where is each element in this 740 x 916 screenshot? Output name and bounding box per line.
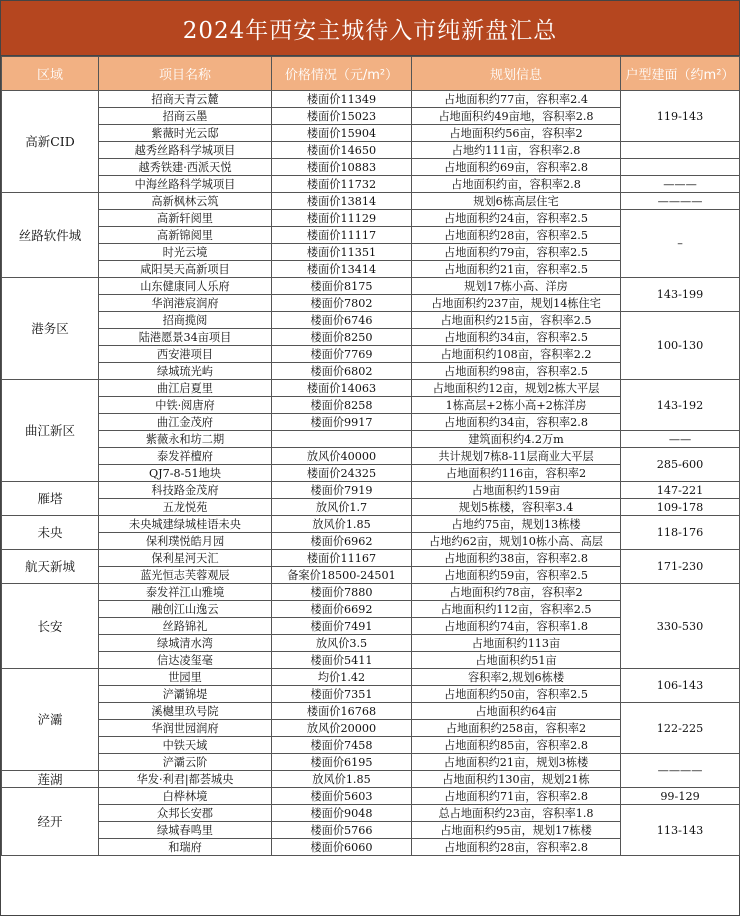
price-cell: 楼面价9917 <box>272 414 412 431</box>
project-name-cell: 蓝光恒志芙蓉观辰 <box>99 567 272 584</box>
table-row <box>2 788 740 805</box>
price-cell: 楼面价5411 <box>272 652 412 669</box>
unit-size-cell: 119-143 <box>621 91 740 142</box>
price-cell: 楼面价5603 <box>272 788 412 805</box>
price-cell: 楼面价6692 <box>272 601 412 618</box>
plan-info-cell: 占地面积约28亩，容积率2.8 <box>412 839 621 856</box>
table-row <box>2 91 740 108</box>
price-cell: 楼面价15023 <box>272 108 412 125</box>
table-row <box>2 278 740 295</box>
project-name-cell: 华发·利君|都荟城央 <box>99 771 272 788</box>
table-row <box>2 142 740 159</box>
plan-info-cell: 占地面积约258亩，容积率2 <box>412 720 621 737</box>
project-name-cell: 高新锦阅里 <box>99 227 272 244</box>
table-row <box>2 550 740 567</box>
price-cell: 楼面价6962 <box>272 533 412 550</box>
project-name-cell: QJ7-8-51地块 <box>99 465 272 482</box>
price-cell: 放风价1.7 <box>272 499 412 516</box>
price-cell: 楼面价10883 <box>272 159 412 176</box>
region-cell: 曲江新区 <box>2 380 99 482</box>
project-name-cell: 众邦长安郡 <box>99 805 272 822</box>
plan-info-cell: 占地面积约12亩，规划2栋大平层 <box>412 380 621 397</box>
plan-info-cell: 占地面积约24亩，容积率2.5 <box>412 210 621 227</box>
price-cell: 楼面价13414 <box>272 261 412 278</box>
project-name-cell: 紫薇时光云邸 <box>99 125 272 142</box>
price-cell: 楼面价7491 <box>272 618 412 635</box>
unit-size-cell: 143-199 <box>621 278 740 312</box>
unit-size-cell: ——— <box>621 176 740 193</box>
project-name-cell: 紫薇永和坊二期 <box>99 431 272 448</box>
project-name-cell: 融创江山逸云 <box>99 601 272 618</box>
project-name-cell: 未央城建绿城桂语未央 <box>99 516 272 533</box>
price-cell: 放风价40000 <box>272 448 412 465</box>
sheet-title: 2024年西安主城待入市纯新盘汇总 <box>1 1 739 56</box>
table-row <box>2 805 740 822</box>
table-row <box>2 176 740 193</box>
plan-info-cell: 占地面积约98亩，容积率2.5 <box>412 363 621 380</box>
plan-info-cell: 占地面积约21亩，规划3栋楼 <box>412 754 621 771</box>
price-cell: 楼面价6195 <box>272 754 412 771</box>
plan-info-cell: 总占地面积约23亩，容积率1.8 <box>412 805 621 822</box>
region-cell: 长安 <box>2 584 99 669</box>
project-name-cell: 保利星河天汇 <box>99 550 272 567</box>
project-name-cell: 泰发祥江山雅境 <box>99 584 272 601</box>
project-name-cell: 丝路锦礼 <box>99 618 272 635</box>
price-cell: 楼面价7802 <box>272 295 412 312</box>
header-project: 项目名称 <box>99 57 272 91</box>
plan-info-cell: 占地约75亩，规划13栋楼 <box>412 516 621 533</box>
unit-size-cell: 143-192 <box>621 380 740 431</box>
project-table <box>1 56 740 856</box>
header-unit-size: 户型建面（约m²） <box>621 57 740 91</box>
plan-info-cell: 占地面积约59亩，容积率2.5 <box>412 567 621 584</box>
project-name-cell: 保利璞悦皓月园 <box>99 533 272 550</box>
project-name-cell: 绿城琉光屿 <box>99 363 272 380</box>
price-cell: 楼面价8258 <box>272 397 412 414</box>
price-cell: 楼面价6746 <box>272 312 412 329</box>
plan-info-cell: 占地面积约51亩 <box>412 652 621 669</box>
unit-size-cell <box>621 142 740 159</box>
region-cell: 未央 <box>2 516 99 550</box>
region-cell: 港务区 <box>2 278 99 380</box>
project-name-cell: 绿城清水湾 <box>99 635 272 652</box>
project-name-cell: 高新枫林云筑 <box>99 193 272 210</box>
unit-size-cell: 113-143 <box>621 805 740 856</box>
unit-size-cell: 330-530 <box>621 584 740 669</box>
plan-info-cell: 占地面积约77亩，容积率2.4 <box>412 91 621 108</box>
table-row <box>2 210 740 227</box>
plan-info-cell: 占地面积约71亩，容积率2.8 <box>412 788 621 805</box>
table-row <box>2 380 740 397</box>
price-cell: 楼面价6802 <box>272 363 412 380</box>
table-row <box>2 754 740 771</box>
table-row <box>2 312 740 329</box>
table-row <box>2 193 740 210</box>
project-name-cell: 咸阳昊天高新项目 <box>99 261 272 278</box>
table-row <box>2 516 740 533</box>
price-cell: 放风价1.85 <box>272 771 412 788</box>
plan-info-cell: 占地面积约112亩，容积率2.5 <box>412 601 621 618</box>
table-row <box>2 669 740 686</box>
project-name-cell: 世园里 <box>99 669 272 686</box>
project-name-cell: 招商天青云麓 <box>99 91 272 108</box>
price-cell: 楼面价15904 <box>272 125 412 142</box>
project-name-cell: 和瑞府 <box>99 839 272 856</box>
plan-info-cell: 占地面积约28亩，容积率2.5 <box>412 227 621 244</box>
project-name-cell: 白桦林境 <box>99 788 272 805</box>
project-name-cell: 招商云墨 <box>99 108 272 125</box>
unit-size-cell: 109-178 <box>621 499 740 516</box>
price-cell: 放风价1.85 <box>272 516 412 533</box>
plan-info-cell: 规划5栋楼，容积率3.4 <box>412 499 621 516</box>
project-name-cell: 曲江启夏里 <box>99 380 272 397</box>
plan-info-cell: 占地面积约95亩，规划17栋楼 <box>412 822 621 839</box>
unit-size-cell: ———— <box>621 754 740 788</box>
plan-info-cell: 占地面积约130亩，规划21栋 <box>412 771 621 788</box>
price-cell: 楼面价7919 <box>272 482 412 499</box>
project-name-cell: 华润港宸润府 <box>99 295 272 312</box>
price-cell: 楼面价11351 <box>272 244 412 261</box>
plan-info-cell: 占地面积约116亩，容积率2 <box>412 465 621 482</box>
plan-info-cell: 占地约111亩，容积率2.8 <box>412 142 621 159</box>
price-cell: 备案价18500-24501 <box>272 567 412 584</box>
table-row <box>2 482 740 499</box>
plan-info-cell: 规划17栋小高、洋房 <box>412 278 621 295</box>
project-name-cell: 山东健康同人乐府 <box>99 278 272 295</box>
price-cell: 楼面价11349 <box>272 91 412 108</box>
project-name-cell: 浐灞云阶 <box>99 754 272 771</box>
region-cell: 莲湖 <box>2 771 99 788</box>
price-cell: 楼面价6060 <box>272 839 412 856</box>
plan-info-cell: 占地面积约159亩 <box>412 482 621 499</box>
region-cell: 浐灞 <box>2 669 99 771</box>
plan-info-cell: 占地约62亩，规划10栋小高、高层 <box>412 533 621 550</box>
plan-info-cell: 占地面积约108亩，容积率2.2 <box>412 346 621 363</box>
project-name-cell: 高新轩阅里 <box>99 210 272 227</box>
header-plan: 规划信息 <box>412 57 621 91</box>
unit-size-cell: 171-230 <box>621 550 740 584</box>
plan-info-cell: 占地面积约113亩 <box>412 635 621 652</box>
price-cell: 楼面价7458 <box>272 737 412 754</box>
project-name-cell: 时光云境 <box>99 244 272 261</box>
project-name-cell: 西安港项目 <box>99 346 272 363</box>
unit-size-cell: ———— <box>621 193 740 210</box>
price-cell: 楼面价7880 <box>272 584 412 601</box>
project-name-cell: 中铁天域 <box>99 737 272 754</box>
plan-info-cell: 占地面积约38亩，容积率2.8 <box>412 550 621 567</box>
region-cell: 雁塔 <box>2 482 99 516</box>
project-name-cell: 华润世园润府 <box>99 720 272 737</box>
plan-info-cell: 占地面积约69亩，容积率2.8 <box>412 159 621 176</box>
price-cell: 楼面价11167 <box>272 550 412 567</box>
plan-info-cell: 占地面积约64亩 <box>412 703 621 720</box>
plan-info-cell: 1栋高层+2栋小高+2栋洋房 <box>412 397 621 414</box>
price-cell: 楼面价7351 <box>272 686 412 703</box>
unit-size-cell: 285-600 <box>621 448 740 482</box>
plan-info-cell: 规划6栋高层住宅 <box>412 193 621 210</box>
price-cell: 楼面价9048 <box>272 805 412 822</box>
plan-info-cell: 占地面积约56亩，容积率2 <box>412 125 621 142</box>
plan-info-cell: 占地面积约34亩，容积率2.8 <box>412 414 621 431</box>
plan-info-cell: 占地面积约50亩，容积率2.5 <box>412 686 621 703</box>
plan-info-cell: 占地面积约79亩，容积率2.5 <box>412 244 621 261</box>
project-name-cell: 陆港愿景34亩项目 <box>99 329 272 346</box>
plan-info-cell: 建筑面积约4.2万m <box>412 431 621 448</box>
plan-info-cell: 占地面积约78亩，容积率2 <box>412 584 621 601</box>
price-cell: 楼面价5766 <box>272 822 412 839</box>
price-cell: 放风价3.5 <box>272 635 412 652</box>
region-cell: 丝路软件城 <box>2 193 99 278</box>
unit-size-cell: 147-221 <box>621 482 740 499</box>
plan-info-cell: 占地面积约215亩，容积率2.5 <box>412 312 621 329</box>
unit-size-cell: 100-130 <box>621 312 740 380</box>
price-cell: 均价1.42 <box>272 669 412 686</box>
plan-info-cell: 占地面积约49亩地，容积率2.8 <box>412 108 621 125</box>
project-name-cell: 中海丝路科学城项目 <box>99 176 272 193</box>
price-cell: 楼面价11117 <box>272 227 412 244</box>
unit-size-cell: 122-225 <box>621 703 740 754</box>
price-cell: 放风价20000 <box>272 720 412 737</box>
region-cell: 航天新城 <box>2 550 99 584</box>
unit-size-cell: —— <box>621 431 740 448</box>
plan-info-cell: 共计规划7栋8-11层商业大平层 <box>412 448 621 465</box>
plan-info-cell: 占地面积约85亩，容积率2.8 <box>412 737 621 754</box>
project-name-cell: 招商揽阅 <box>99 312 272 329</box>
project-name-cell: 信达凌玺毫 <box>99 652 272 669</box>
price-cell: 楼面价8250 <box>272 329 412 346</box>
table-row <box>2 431 740 448</box>
project-name-cell: 五龙悦苑 <box>99 499 272 516</box>
project-name-cell: 曲江金茂府 <box>99 414 272 431</box>
table-row <box>2 448 740 465</box>
header-row <box>2 57 740 91</box>
price-cell: 楼面价11129 <box>272 210 412 227</box>
table-row <box>2 584 740 601</box>
region-cell: 高新CID <box>2 91 99 193</box>
plan-info-cell: 占地面积约237亩，规划14栋住宅 <box>412 295 621 312</box>
header-price: 价格情况（元/m²） <box>272 57 412 91</box>
plan-info-cell: 占地面积约74亩，容积率1.8 <box>412 618 621 635</box>
table-body <box>2 91 740 856</box>
table-row <box>2 159 740 176</box>
table-row <box>2 703 740 720</box>
plan-info-cell: 占地面积约34亩，容积率2.5 <box>412 329 621 346</box>
price-cell: 楼面价13814 <box>272 193 412 210</box>
price-cell: 楼面价16768 <box>272 703 412 720</box>
table-row <box>2 499 740 516</box>
project-name-cell: 中铁·阅唐府 <box>99 397 272 414</box>
price-cell: 楼面价11732 <box>272 176 412 193</box>
plan-info-cell: 占地面积约亩，容积率2.8 <box>412 176 621 193</box>
unit-size-cell: 99-129 <box>621 788 740 805</box>
price-cell <box>272 431 412 448</box>
price-cell: 楼面价24325 <box>272 465 412 482</box>
region-cell: 经开 <box>2 788 99 856</box>
plan-info-cell: 占地面积约21亩，容积率2.5 <box>412 261 621 278</box>
price-cell: 楼面价14650 <box>272 142 412 159</box>
plan-info-cell: 容积率2,规划6栋楼 <box>412 669 621 686</box>
unit-size-cell: 118-176 <box>621 516 740 550</box>
unit-size-cell: – <box>621 210 740 278</box>
project-name-cell: 越秀铁建·西派天悦 <box>99 159 272 176</box>
project-name-cell: 浐灞锦堤 <box>99 686 272 703</box>
header-region: 区域 <box>2 57 99 91</box>
unit-size-cell: 106-143 <box>621 669 740 703</box>
price-cell: 楼面价7769 <box>272 346 412 363</box>
project-name-cell: 科技路金茂府 <box>99 482 272 499</box>
price-cell: 楼面价14063 <box>272 380 412 397</box>
project-name-cell: 越秀丝路科学城项目 <box>99 142 272 159</box>
price-cell: 楼面价8175 <box>272 278 412 295</box>
unit-size-cell <box>621 159 740 176</box>
project-name-cell: 溪樾里玖号院 <box>99 703 272 720</box>
project-name-cell: 绿城春鸣里 <box>99 822 272 839</box>
project-name-cell: 泰发祥檀府 <box>99 448 272 465</box>
